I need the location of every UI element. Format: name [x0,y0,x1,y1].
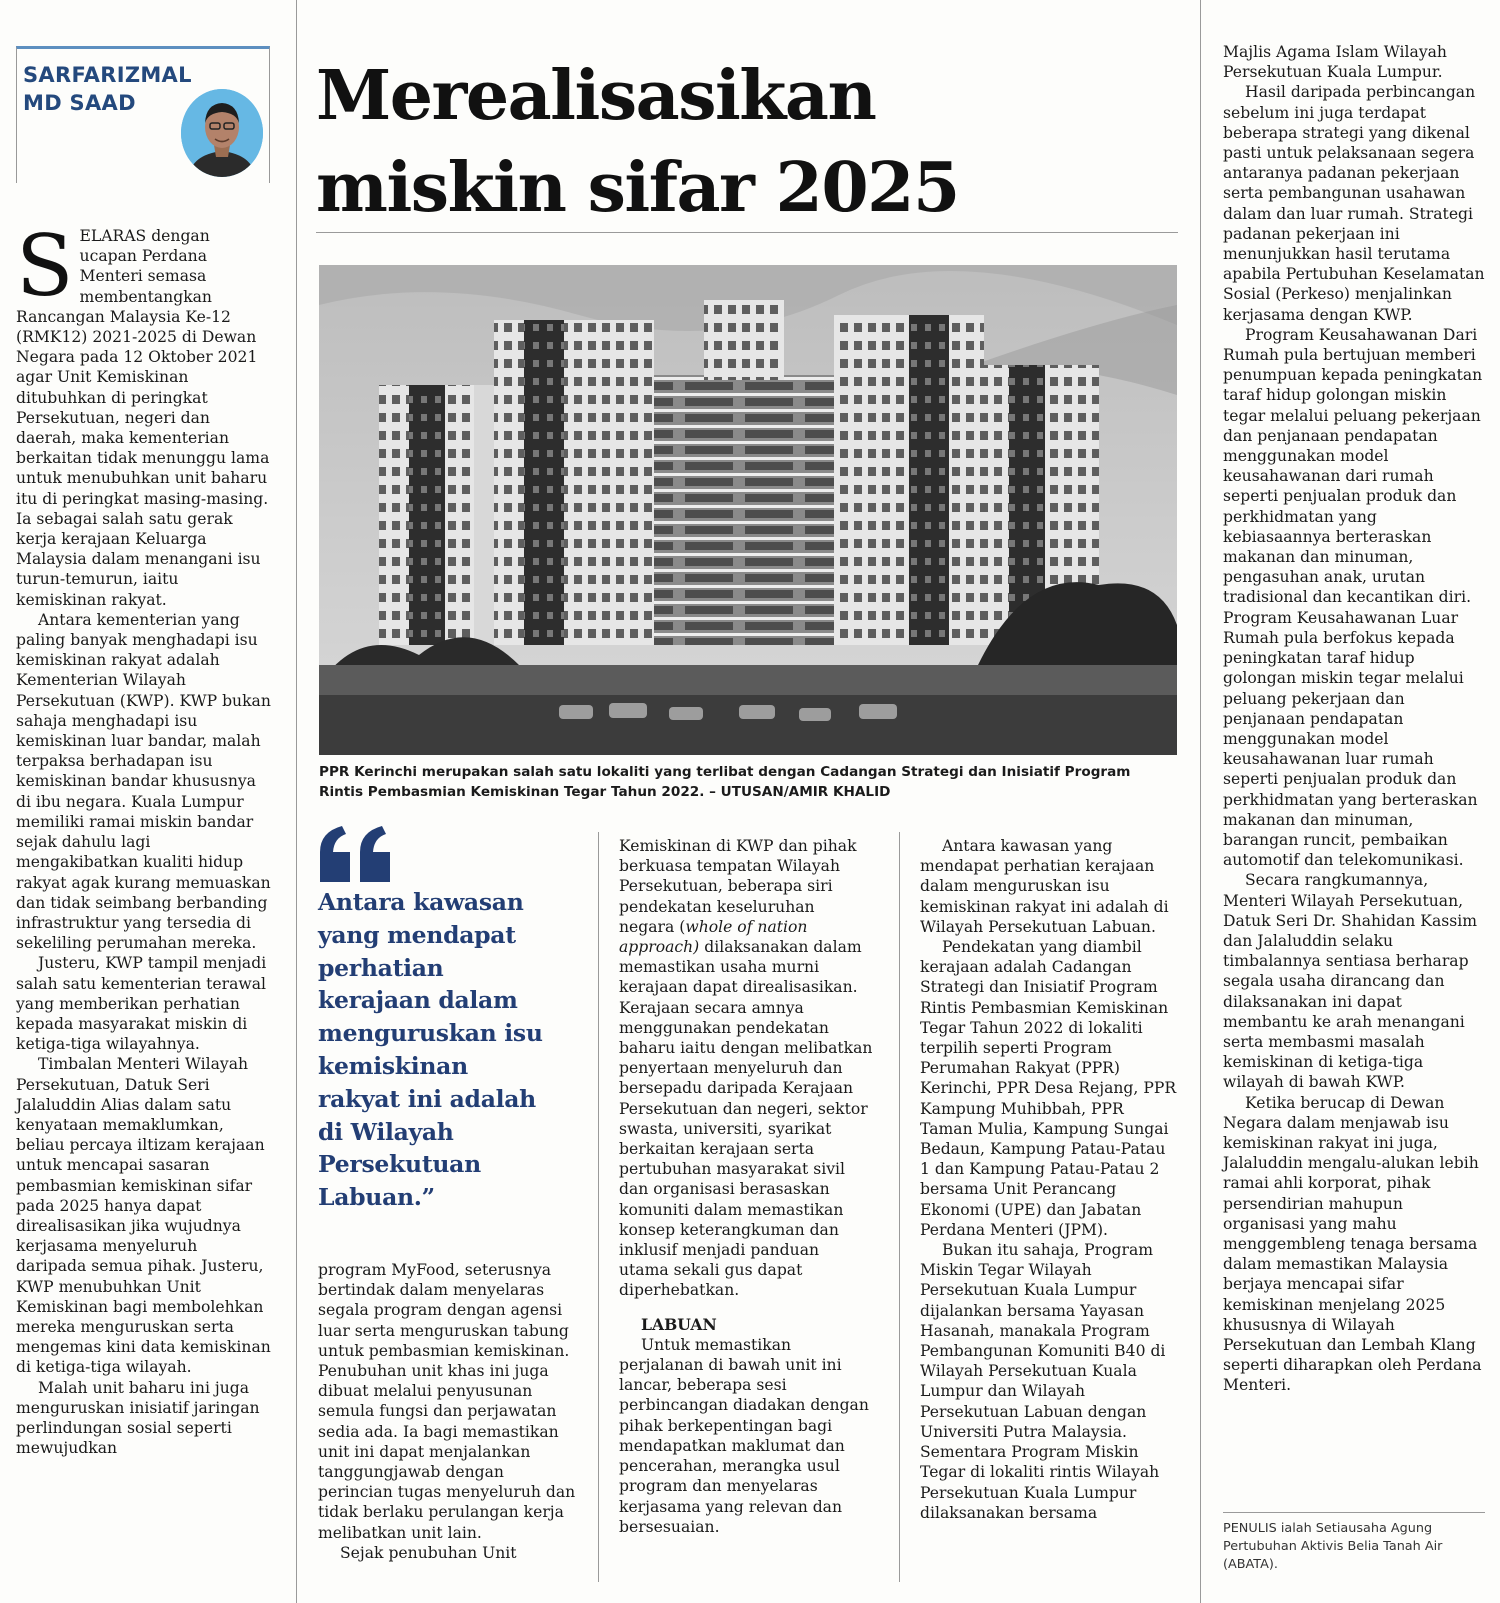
article-column-2 [318,1260,578,1563]
drop-cap: S [16,217,74,315]
paragraph: Justeru, KWP tampil menjadi salah satu kementerian terawal yang memberikan perhatian kepada masyarakat miskin di ketiga-tiga wilayahnya. [16,954,267,1054]
paragraph: Kemiskinan di KWP dan pihak berkuasa tempatan Wilayah Persekutuan, beberapa siri pendekatan keseluruhan negara (whole of nation approach) dilaksanakan dalam memastikan usaha murni kerajaan dapat direalisasikan. Kerajaan secara amnya menggunakan pendekatan baharu iaitu dengan melibatkan penyertaan menyeluruh dan bersepadu daripada Kerajaan Persekutuan dan negeri, sektor swasta, universiti, syarikat berkaitan kerajaan serta pertubuhan masyarakat sivil dan organisasi berasaskan komuniti dalam memastikan konsep keterangkuman dan inklusif menjadi panduan utama sekali gus dapat diperhebatkan. [619,837,873,1300]
article-column-3 [619,836,873,1537]
paragraph: program MyFood, seterusnya bertindak dalam menyelaras segala program dengan agensi luar serta menguruskan tabung untuk pembasmian kemiskinan. Penubuhan unit khas ini juga dibuat melalui penyusunan semula fungsi dan perjawatan sedia ada. Ia bagi memastikan unit ini dapat menjalankan tanggungjawab dengan perincian tugas menyeluruh dan tidak berlaku perulangan kerja melibatkan unit lain. [318,1261,576,1542]
photo-caption: PPR Kerinchi merupakan salah satu lokaliti yang terlibat dengan Cadangan Strategi dan Inisiatif Program Rintis Pembasmian Kemiskinan Tegar Tahun 2022. – UTUSAN/AMIR KHALID [319,764,1131,800]
author-rule [1223,1512,1485,1513]
column-divider [1200,0,1201,1603]
author-portrait-icon [181,89,263,177]
article-column-4 [920,836,1178,1523]
headline-line2: miskin sifar 2025 [316,148,959,228]
paragraph: Ketika berucap di Dewan Negara dalam menjawab isu kemiskinan rakyat ini juga, Jalaluddin mengalu-alukan lebih ramai ahli korporat, pihak persendirian mahupun organisasi yang mahu menggembleng tenaga bersama dalam memastikan Malaysia berjaya mencapai sifar kemiskinan menjelang 2025 khususnya di Wilayah Persekutuan dan Lembah Klang seperti diharapkan oleh Perdana Menteri. [1223,1093,1482,1395]
paragraph: Timbalan Menteri Wilayah Persekutuan, Datuk Seri Jalaluddin Alias dalam satu kenyataan memaklumkan, beliau percaya iltizam kerajaan untuk mencapai sasaran pembasmian kemiskinan sifar pada 2025 hanya dapat direalisasikan jika wujudnya kerjasama menyeluruh daripada semua pihak. Justeru, KWP menubuhkan Unit Kemiskinan bagi membolehkan mereka menguruskan serta mengemas kini data kemiskinan di ketiga-tiga wilayah. [16,1055,271,1377]
paragraph: Secara rangkumannya, Menteri Wilayah Persekutuan, Datuk Seri Dr. Shahidan Kassim dan Jalaluddin selaku timbalannya sentiasa berharap segala usaha dirancang dan dilaksanakan ini dapat membantu ke arah menangani serta membasmi masalah kemiskinan di ketiga-tiga wilayah di bawah KWP. [1223,871,1478,1092]
byline-box [16,46,270,183]
headline-line1: Merealisasikan [316,56,876,136]
paragraph: Antara kementerian yang paling banyak menghadapi isu kemiskinan rakyat adalah Kementerian Wilayah Persekutuan (KWP). KWP bukan sahaja menghadapi isu kemiskinan luar bandar, malah terpaksa berhadapan isu kemiskinan bandar khususnya di ibu negara. Kuala Lumpur memiliki ramai miskin bandar sejak dahulu lagi mengakibatkan kualiti hidup rakyat agak kurang memuaskan dan tidak seimbang berbanding infrastruktur yang tersedia di sekeliling perumahan mereka. [16,610,271,953]
article-column-1 [16,217,272,1458]
paragraph: Malah unit baharu ini juga menguruskan inisiatif jaringan perlindungan sosial seperti mewujudkan [16,1378,260,1458]
article-photo [319,265,1177,755]
article-headline [316,50,1146,234]
paragraph-text: dilaksanakan dalam memastikan usaha murni kerajaan dapat direalisasikan. Kerajaan secara amnya menggunakan pendekatan baharu iaitu dengan melibatkan penyertaan menyeluruh dan bersepadu daripada Kerajaan Persekutuan dan negeri, sektor swasta, universiti, syarikat berkaitan kerajaan serta pertubuhan masyarakat sivil dan organisasi berasaskan komuniti dalam memastikan konsep keterangkuman dan inklusif menjadi panduan utama sekali gus dapat diperhebatkan. [619,938,873,1300]
paragraph-text: ELARAS dengan ucapan Perdana Menteri semasa membentangkan Rancangan Malaysia Ke-12 (RMK12) 2021-2025 di Dewan Negara pada 12 Oktober 2021 agar Unit Kemiskinan ditubuhkan di peringkat Persekutuan, negeri dan daerah, maka kementerian berkaitan tidak menunggu lama untuk menubuhkan unit baharu itu di peringkat masing-masing. Ia sebagai salah satu gerak kerja kerajaan Keluarga Malaysia dalam menangani isu turun-temurun, iaitu kemiskinan rakyat. [16,227,270,609]
ppr-building-photo [319,265,1177,755]
pull-quote: Antara kawasan yang mendapat perhatian kerajaan dalam menguruskan isu kemiskinan rakyat ini adalah di Wilayah Persekutuan Labuan.” [318,888,543,1212]
paragraph: Pendekatan yang diambil kerajaan adalah Cadangan Strategi dan Inisiatif Program Rintis Pembasmian Kemiskinan Tegar Tahun 2022 di lokaliti terpilih seperti Program Perumahan Rakyat (PPR) Kerinchi, PPR Desa Rejang, PPR Kampung Muhibbah, PPR Taman Mulia, Kampung Sungai Bedaun, Kampung Patau-Patau 1 dan Kampung Patau-Patau 2 bersama Unit Perancang Ekonomi (UPE) dan Jabatan Perdana Menteri (JPM). [920,938,1177,1239]
paragraph: Program Keusahawanan Dari Rumah pula bertujuan memberi penumpuan kepada peningkatan taraf hidup golongan miskin tegar melalui peluang pekerjaan dan penjanaan pendapatan menggunakan model keusahawanan dari rumah seperti penjualan produk dan perkhidmatan yang kebiasaannya berteraskan makanan dan minuman, pengasuhan anak, urutan tradisional dan kecantikan diri. Program Keusahawanan Luar Rumah pula berfokus kepada peningkatan taraf hidup golongan miskin tegar melalui peluang pekerjaan dan penjanaan pendapatan menggunakan model keusahawanan luar rumah seperti penjualan produk dan perkhidmatan yang berteraskan makanan dan minuman, barangan runcit, pembaikan automotif dan telekomunikasi. [1223,325,1483,870]
paragraph: Majlis Agama Islam Wilayah Persekutuan Kuala Lumpur. [1223,43,1447,82]
quote-mark-icon [316,826,396,882]
column-divider [296,0,297,1603]
author-name-line1: SARFARIZMAL [23,63,192,87]
paragraph: Untuk memastikan perjalanan di bawah unit ini lancar, beberapa sesi perbincangan diadakan dengan pihak berkepentingan bagi mendapatkan maklumat dan pencerahan, merangka usul program dan menyelaras kerjasama yang relevan dan bersesuaian. [619,1335,869,1536]
column-divider [899,832,900,1582]
section-subhead: LABUAN [641,1314,717,1334]
paragraph-text: Kemiskinan di KWP dan pihak berkuasa tempatan Wilayah Persekutuan, beberapa siri pendekatan keseluruhan negara [619,837,857,936]
author-avatar [181,89,263,177]
paragraph: Hasil daripada perbincangan sebelum ini juga terdapat beberapa strategi yang dikenal pasti untuk pelaksanaan segera antaranya padanan pekerjaan serta pembangunan usahawan dalam dan luar rumah. Strategi padanan pekerjaan ini menunjukkan hasil terutama apabila Pertubuhan Keselamatan Sosial (Perkeso) menjalinkan kerjasama dengan KWP. [1223,83,1485,324]
paragraph: Bukan itu sahaja, Program Miskin Tegar Wilayah Persekutuan Kuala Lumpur dijalankan bersama Yayasan Hasanah, manakala Program Pembangunan Komuniti B40 di Wilayah Persekutuan Kuala Lumpur dan Wilayah Persekutuan Labuan dengan Universiti Putra Malaysia. Sementara Program Miskin Tegar di lokaliti rintis Wilayah Persekutuan Kuala Lumpur dilaksanakan bersama [920,1241,1166,1522]
column-divider [598,832,599,1582]
italic-phrase: whole of nation approach) [619,917,808,957]
paragraph: Antara kawasan yang mendapat perhatian kerajaan dalam menguruskan isu kemiskinan rakyat ini adalah di Wilayah Persekutuan Labuan. [920,837,1169,936]
author-name-line2: MD SAAD [23,91,136,115]
author-note: PENULIS ialah Setiausaha Agung Pertubuhan Aktivis Belia Tanah Air (ABATA). [1223,1521,1443,1572]
article-column-5 [1223,42,1485,1396]
paragraph: Sejak penubuhan Unit [340,1543,517,1562]
author-name [23,61,192,117]
paragraph [16,217,272,610]
